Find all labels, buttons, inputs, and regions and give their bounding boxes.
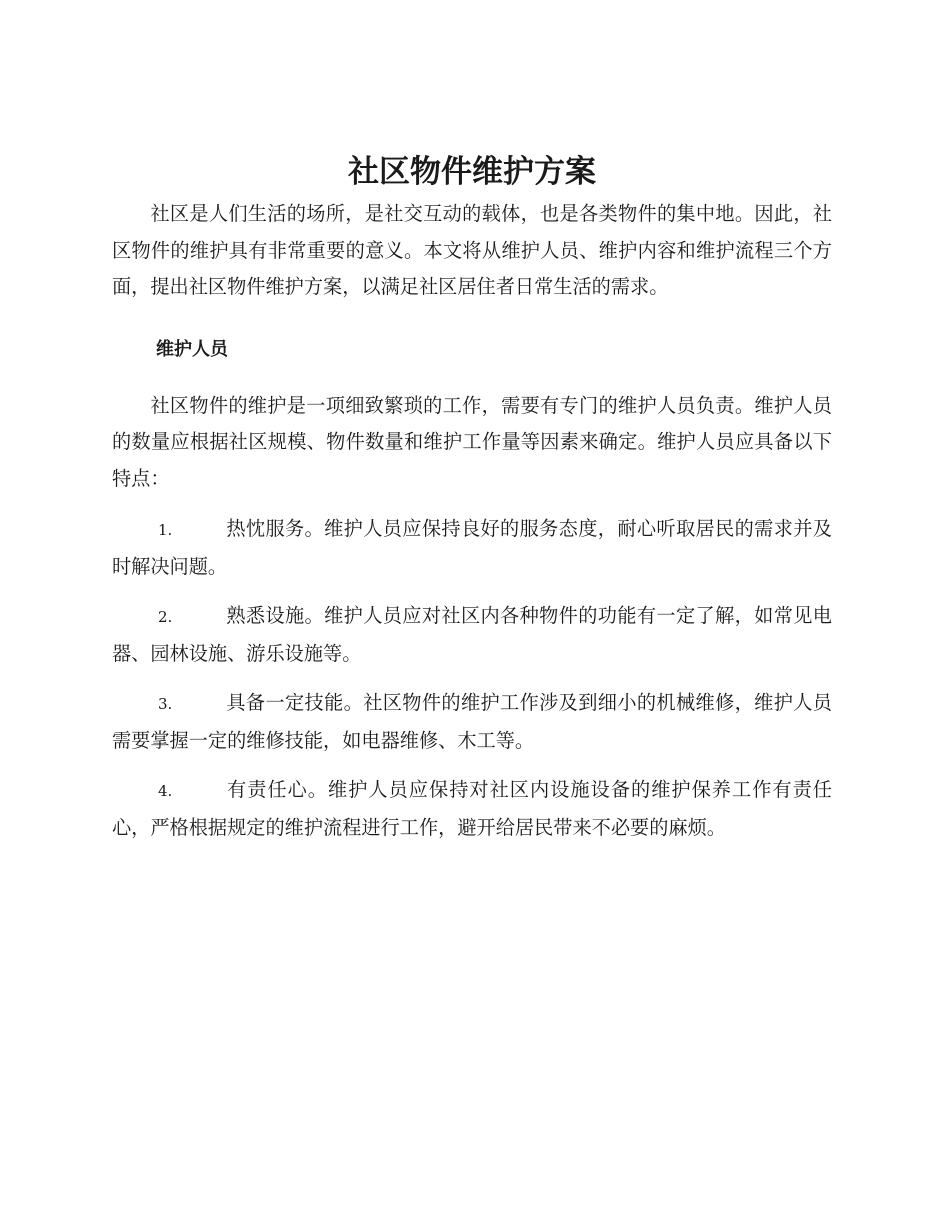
- document-title: 社区物件维护方案: [348, 154, 596, 190]
- list-item-text: 具备一定技能。社区物件的维护工作涉及到细小的机械维修，维护人员需要掌握一定的维修技能，如电器维修、木工等。: [112, 691, 832, 752]
- list-item-text: 热忱服务。维护人员应保持良好的服务态度，耐心听取居民的需求并及时解决问题。: [112, 517, 832, 578]
- list-item: [112, 772, 832, 846]
- list-item: [112, 685, 832, 759]
- list-item-number: 4.: [158, 782, 173, 800]
- requirements-list: [112, 511, 832, 846]
- intro-paragraph: 社区是人们生活的场所，是社交互动的载体，也是各类物件的集中地。因此，社区物件的维护具有非常重要的意义。本文将从维护人员、维护内容和维护流程三个方面，提出社区物件维护方案，以满足社区居住者日常生活的需求。: [112, 202, 832, 298]
- list-item-text: 有责任心。维护人员应保持对社区内设施设备的维护保养工作有责任心，严格根据规定的维护流程进行工作，避开给居民带来不必要的麻烦。: [112, 778, 832, 839]
- document-page: [112, 150, 832, 859]
- list-item: [112, 511, 832, 585]
- section-heading: 维护人员: [156, 338, 228, 360]
- list-item-number: 2.: [158, 608, 173, 626]
- list-item-text: 熟悉设施。维护人员应对社区内各种物件的功能有一定了解，如常见电器、园林设施、游乐设施等。: [112, 604, 832, 665]
- list-item-number: 3.: [158, 695, 173, 713]
- section-body-paragraph: 社区物件的维护是一项细致繁琐的工作，需要有专门的维护人员负责。维护人员的数量应根据社区规模、物件数量和维护工作量等因素来确定。维护人员应具备以下特点：: [112, 393, 832, 490]
- list-item-number: 1.: [158, 521, 173, 539]
- list-item: [112, 598, 832, 672]
